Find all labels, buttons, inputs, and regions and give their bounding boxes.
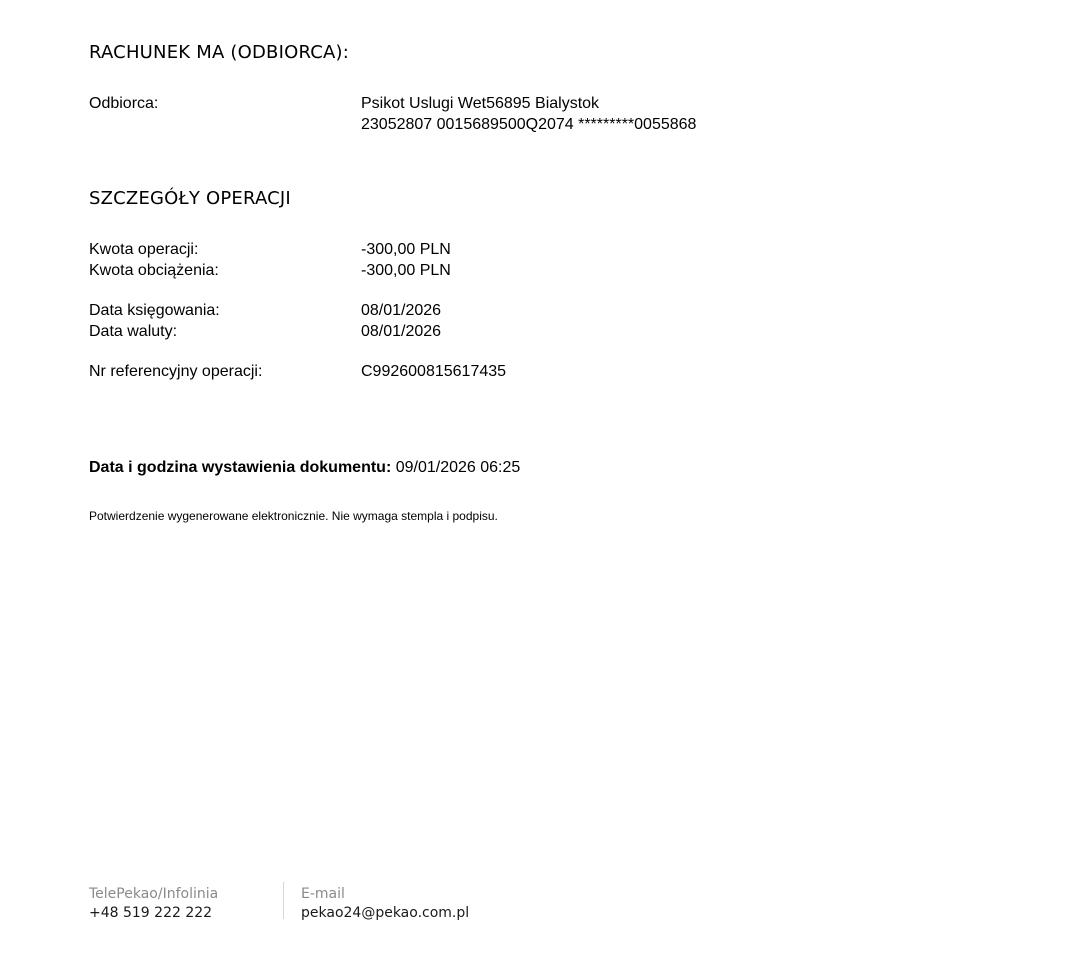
recipient-row [89, 93, 889, 114]
footer-phone-label: TelePekao/Infolinia [89, 886, 219, 902]
reference-label: Nr referencyjny operacji: [89, 363, 263, 380]
issue-datetime [89, 457, 520, 478]
issue-datetime-label: Data i godzina wystawienia dokumentu: [89, 459, 392, 476]
detail-row-value-date [89, 321, 889, 342]
footer-email-address: pekao24@pekao.com.pl [301, 905, 470, 921]
detail-row-reference [89, 361, 889, 382]
recipient-account-row [89, 114, 889, 135]
value-date-value: 08/01/2026 [361, 323, 442, 340]
recipient-label: Odbiorca: [89, 95, 159, 112]
detail-row-operation-amount [89, 239, 889, 260]
charge-amount-value: -300,00 PLN [361, 262, 451, 279]
footer-phone-block [89, 885, 218, 923]
footer-divider [283, 882, 284, 919]
charge-amount-label: Kwota obciążenia: [89, 262, 219, 279]
value-date-label: Data waluty: [89, 323, 178, 340]
footer-email-block [301, 885, 469, 923]
issue-datetime-value: 09/01/2026 06:25 [395, 459, 521, 476]
booking-date-label: Data księgowania: [89, 302, 220, 319]
operation-amount-label: Kwota operacji: [89, 241, 199, 258]
footer-email-label: E-mail [301, 886, 345, 902]
operation-amount-value: -300,00 PLN [361, 241, 451, 258]
footer-phone-number: +48 519 222 222 [89, 905, 213, 921]
booking-date-value: 08/01/2026 [361, 302, 442, 319]
reference-value: C992600815617435 [361, 363, 507, 380]
electronic-confirmation-note: Potwierdzenie wygenerowane elektronicznie. Nie wymaga stempla i podpisu. [89, 509, 498, 523]
recipient-account: 23052807 0015689500Q2074 *********0055868 [361, 116, 697, 133]
detail-row-booking-date [89, 300, 889, 321]
recipient-section-heading: RACHUNEK MA (ODBIORCA): [89, 42, 350, 63]
details-section-heading: SZCZEGÓŁY OPERACJI [89, 188, 291, 209]
recipient-name: Psikot Uslugi Wet56895 Bialystok [361, 95, 600, 112]
detail-row-charge-amount [89, 260, 889, 281]
